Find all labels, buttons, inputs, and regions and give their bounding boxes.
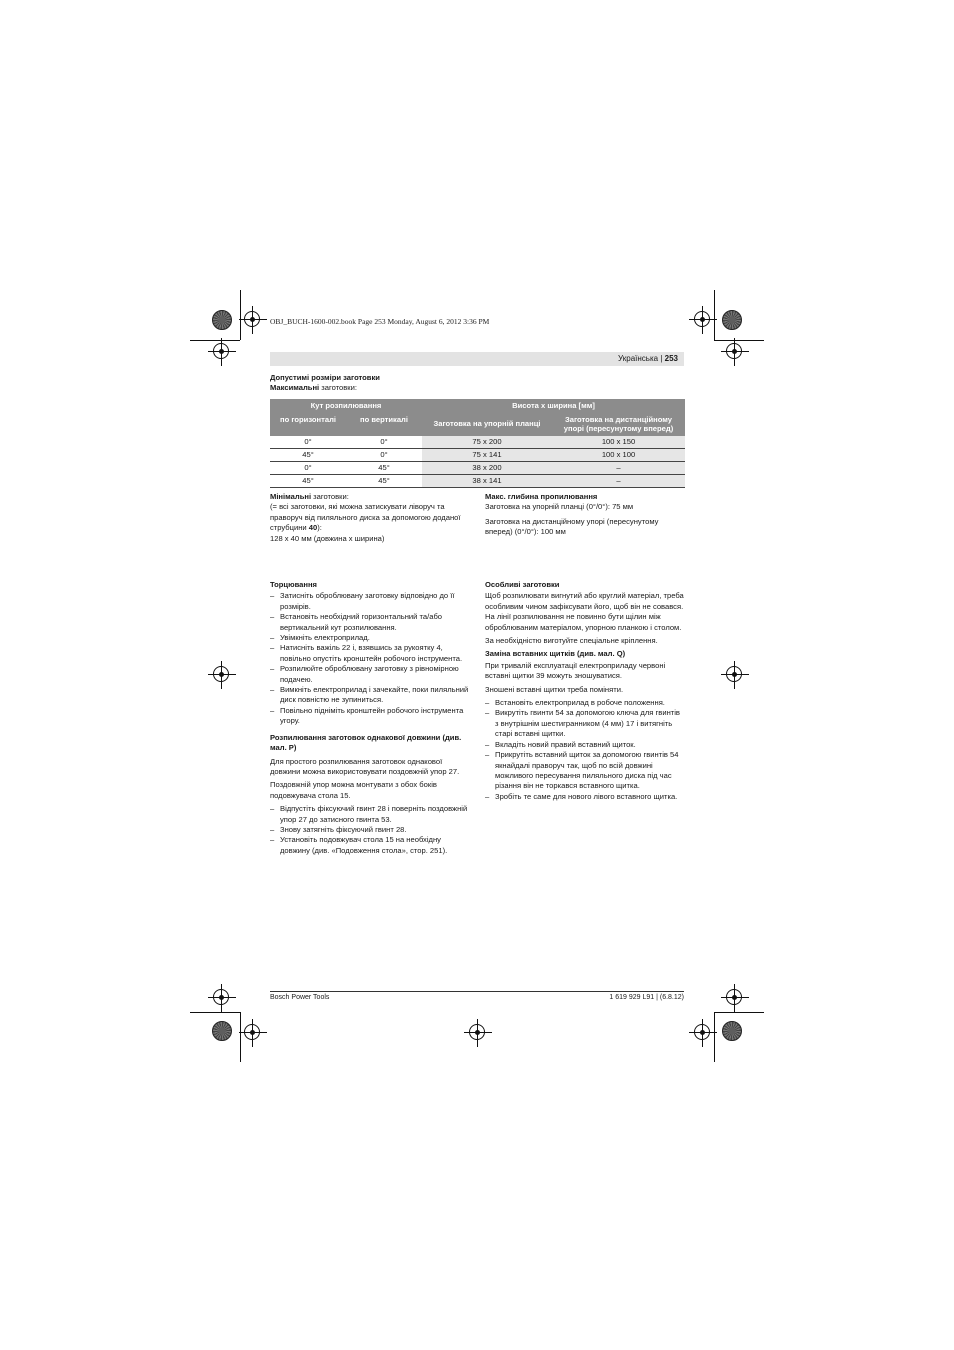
registration-mark [694, 1024, 710, 1040]
header-language: Українська [618, 354, 659, 363]
color-wheel-mark [722, 310, 742, 330]
max-depth-line: Заготовка на упорній планці (0°/0°): 75 мм [485, 502, 634, 512]
footer-brand: Bosch Power Tools [270, 994, 330, 1001]
list-item: – Розпилюйте оброблювану заготовку з рівномірною подачею. [270, 664, 470, 685]
table-cell: 100 x 100 [552, 448, 685, 461]
paragraph: Щоб розпилювати вигнутий або круглий матеріал, треба особливим чином зафіксувати його, щоб він не совався. На лінії розпилювання не повинно бути щілин між оброблюваним матеріалом, упорною планкою і столом. [485, 591, 684, 632]
registration-mark [726, 343, 742, 359]
paragraph: Для простого розпилювання заготовок однакової довжини можна використовувати поздовжній упор 27. [270, 756, 460, 776]
special-title: Особливі заготовки [485, 580, 560, 589]
paragraph: Поздовжній упор можна монтувати з обох боків подовжувача стола 15. [270, 780, 437, 800]
list-item: – Увімкніть електроприлад. [270, 633, 470, 643]
registration-mark [694, 311, 710, 327]
table-cell: 45° [270, 474, 346, 487]
max-depth-title: Макс. глибина пропилювання [485, 492, 598, 501]
footer-rule [270, 991, 684, 992]
crop-mark [190, 1012, 240, 1013]
table-column-header: Заготовка на дистанційному упорі (пересунутому вперед) [552, 413, 685, 436]
min-ref: 40 [308, 523, 318, 533]
table-group-header: Висота x ширина [мм] [422, 399, 685, 413]
table-column-header: Заготовка на упорній планці [422, 413, 552, 436]
registration-mark [726, 666, 742, 682]
list-item: – Натисніть важіль 22 і, взявшись за рукоятку 4, повільно опустіть кронштейн робочого інструмента. [270, 643, 470, 664]
registration-mark [244, 311, 260, 327]
same-length-title: Розпилювання заготовок однакової довжини (див. мал. P) [270, 732, 462, 753]
list-item: – Повільно підніміть кронштейн робочого інструмента угору. [270, 706, 470, 727]
table-cell: 75 x 141 [422, 448, 552, 461]
max-label-rest: заготовки: [319, 383, 357, 392]
table-cell: 0° [346, 448, 422, 461]
color-wheel-mark [722, 1021, 742, 1041]
registration-mark [213, 989, 229, 1005]
section-title: Допустимі розміри заготовки [270, 373, 380, 382]
table-row [270, 448, 685, 461]
crop-mark [714, 1012, 764, 1013]
table-cell: 0° [270, 436, 346, 449]
max-depth [485, 492, 685, 538]
registration-mark [213, 343, 229, 359]
paragraph: Зношені вставні щитки треба поміняти. [485, 684, 624, 694]
paragraph: При тривалій експлуатації електроприладу червоні вставні щитки 39 можуть зношуватися. [485, 660, 666, 681]
min-label-bold: Мінімальні [270, 492, 312, 501]
page-number: 253 [664, 354, 678, 363]
color-wheel-mark [212, 310, 232, 330]
list-item: – Відпустіть фіксуючий гвинт 28 і поверніть поздовжній упор 27 до затисного гвинта 53. [270, 804, 470, 825]
table-cell: 45° [346, 461, 422, 474]
list-item: – Встановіть необхідний горизонтальний та/або вертикальний кут розпилювання. [270, 612, 470, 633]
paragraph: За необхідністю виготуйте спеціальне кріплення. [485, 636, 658, 646]
min-size: 128 x 40 мм (довжина x ширина) [270, 533, 385, 543]
table-cell: 38 x 200 [422, 461, 552, 474]
registration-mark [469, 1024, 485, 1040]
running-header-text: Українська | 253 [618, 354, 678, 363]
print-header: OBJ_BUCH-1600-002.book Page 253 Monday, August 6, 2012 3:36 PM [270, 317, 490, 326]
list-item: – Установіть подовжувач стола 15 на необхідну довжину (див. «Подовження стола», стор. 251). [270, 835, 470, 856]
table-cell: 0° [270, 461, 346, 474]
list-item: – Зробіть те саме для нового лівого вставного щитка. [485, 792, 685, 802]
running-header [270, 352, 684, 366]
registration-mark [244, 1024, 260, 1040]
table-cell: 100 x 150 [552, 436, 685, 449]
max-label-bold: Максимальні [270, 383, 320, 392]
crop-mark [714, 340, 764, 341]
crop-mark [240, 290, 241, 340]
table-cell: 75 x 200 [422, 436, 552, 449]
table-cell: – [552, 461, 685, 474]
min-text-end: ): [317, 523, 322, 533]
table-row [270, 436, 685, 449]
same-length-steps [270, 804, 470, 856]
list-item: – Вкладіть новий правий вставний щиток. [485, 740, 685, 750]
min-text: (= всі заготовки, які можна затискувати ліворуч та праворуч від пиляльного диска за допомогою доданої струбцини [270, 502, 461, 533]
list-item: – Прикрутіть вставний щиток за допомогою гвинтів 54 якнайдалі праворуч так, щоб по всій довжині можливого пересування пиляльного диска під час різання він не торкався вставного щитка. [485, 750, 685, 792]
registration-mark [213, 666, 229, 682]
table-cell: 38 x 141 [422, 474, 552, 487]
table-row [270, 474, 685, 487]
table-column-header: по горизонталі [270, 413, 346, 436]
table-cell: 45° [346, 474, 422, 487]
trimming-title: Торцювання [270, 580, 317, 589]
left-column [270, 580, 470, 856]
min-workpiece [270, 492, 470, 544]
workpiece-dimensions-table [270, 399, 685, 488]
list-item: – Затисніть оброблювану заготовку відповідно до її розмірів. [270, 591, 470, 612]
color-wheel-mark [212, 1021, 232, 1041]
table-cell: 0° [346, 436, 422, 449]
crop-mark [240, 1012, 241, 1062]
crop-mark [714, 290, 715, 340]
table-group-header: Кут розпилювання [270, 399, 422, 413]
min-label-rest: заготовки: [311, 492, 349, 501]
max-label [270, 383, 357, 393]
trimming-steps [270, 591, 470, 726]
list-item: – Викрутіть гвинти 54 за допомогою ключа для гвинтів з внутрішнім шестигранником (4 мм) 17 і витягніть старі вставні щитки. [485, 708, 685, 739]
crop-mark [714, 1012, 715, 1062]
list-item: – Знову затягніть фіксуючий гвинт 28. [270, 825, 470, 835]
right-column [485, 580, 685, 802]
footer-doc-id: 1 619 929 L91 | (6.8.12) [609, 994, 684, 1001]
crop-mark [190, 340, 240, 341]
list-item: – Встановіть електроприлад в робоче положення. [485, 698, 685, 708]
table-cell: 45° [270, 448, 346, 461]
table-cell: – [552, 474, 685, 487]
table-column-header: по вертикалі [346, 413, 422, 436]
max-depth-line: Заготовка на дистанційному упорі (пересунутому вперед) (0°/0°): 100 мм [485, 516, 659, 537]
list-item: – Вимкніть електроприлад і зачекайте, поки пиляльний диск повністю не зупиниться. [270, 685, 470, 706]
inserts-steps [485, 698, 685, 802]
registration-mark [726, 989, 742, 1005]
inserts-title: Заміна вставних щитків (див. мал. Q) [485, 649, 626, 659]
table-row [270, 461, 685, 474]
